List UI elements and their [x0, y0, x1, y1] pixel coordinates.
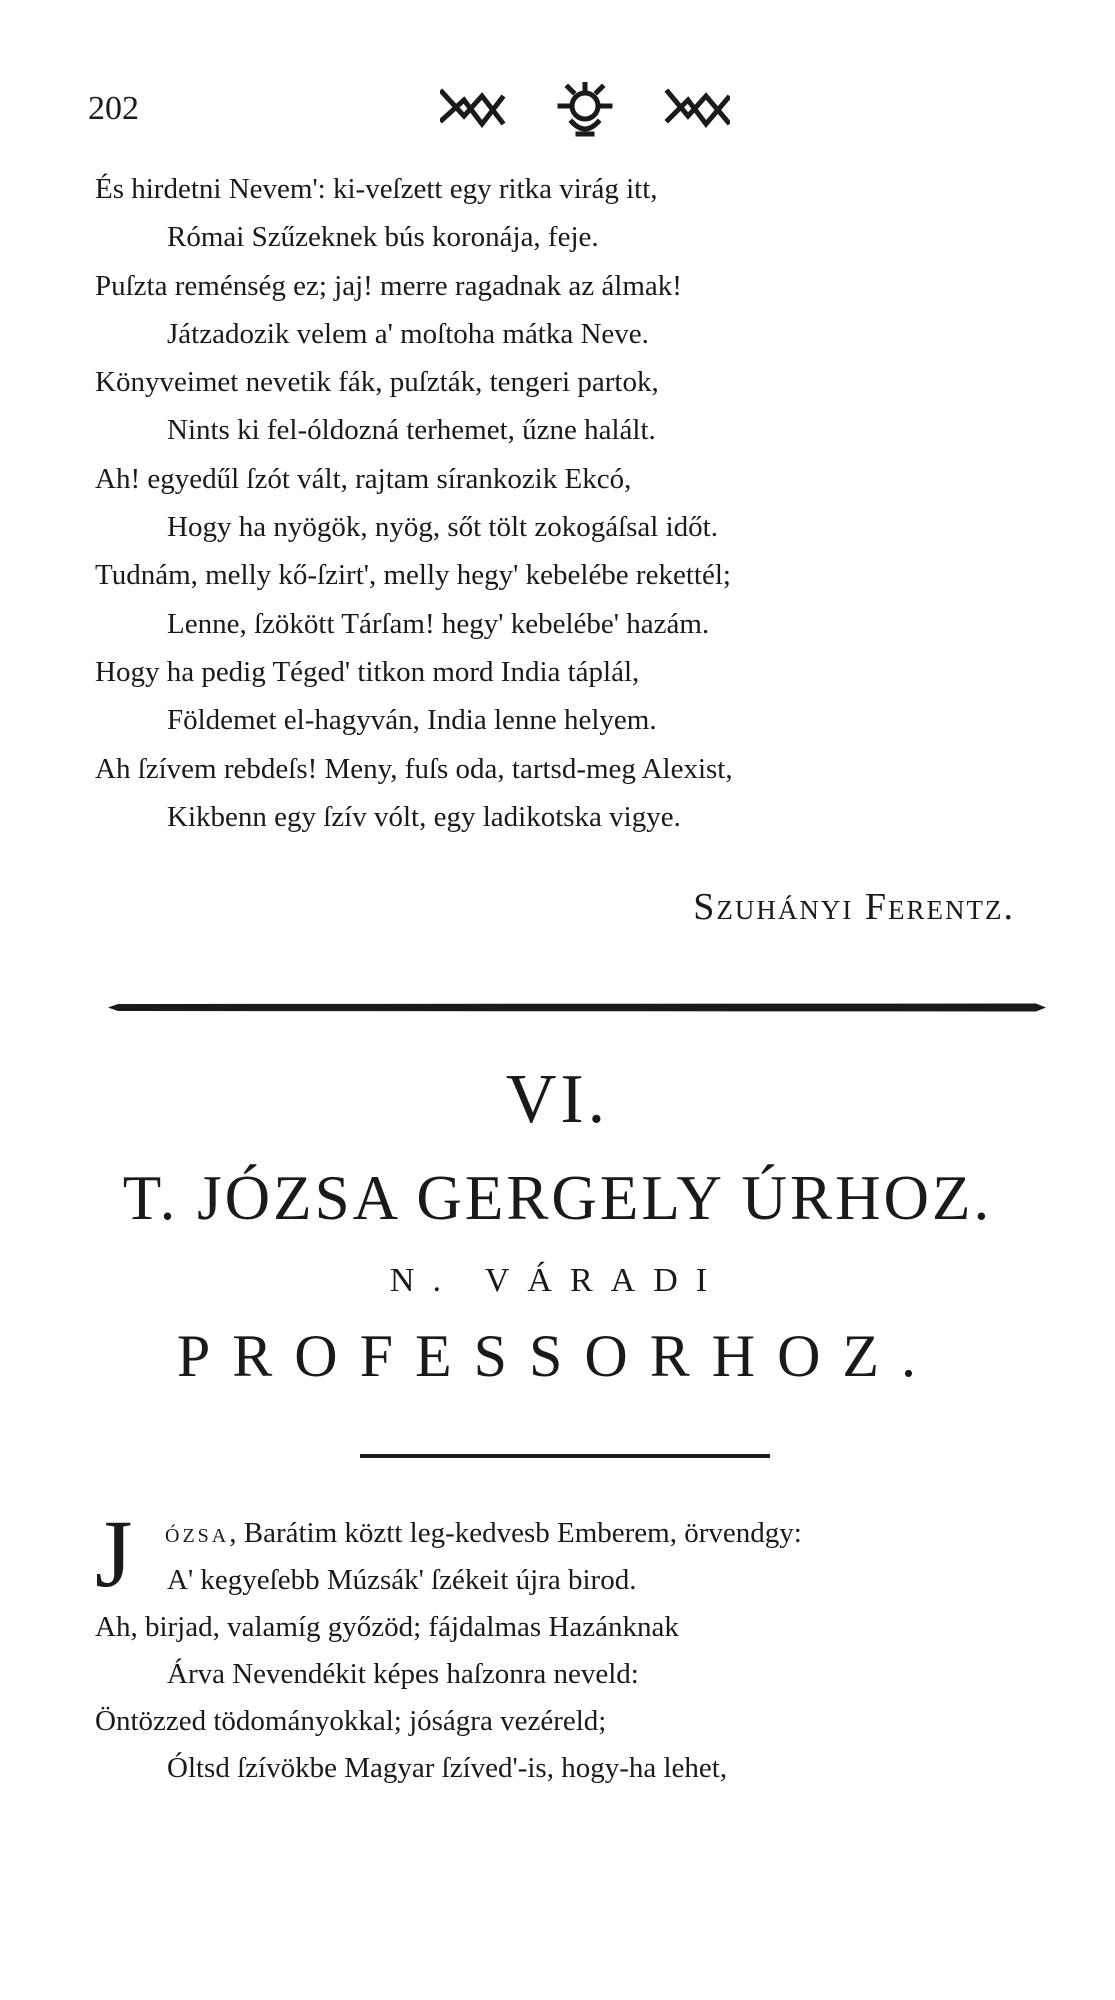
- section-number: VI.: [505, 1061, 610, 1138]
- verse-line: Ah, birjad, valamíg győzöd; fájdalmas Hazánknak: [95, 1611, 679, 1643]
- first-line-rest: , Barátim köztt leg-kedvesb Emberem, örvendgy:: [229, 1517, 802, 1549]
- verse-line: Könyveimet nevetik fák, puſzták, tengeri partok,: [95, 366, 659, 399]
- verse-line: Öntözzed tödományokkal; jóságra vezéreld;: [95, 1705, 607, 1737]
- drop-cap: J: [95, 1500, 133, 1607]
- verse-line: Római Szűzeknek bús koronája, feje.: [167, 221, 599, 254]
- verse-line: Ah ſzívem rebdeſs! Meny, fuſs oda, tartsd-meg Alexist,: [95, 752, 733, 785]
- verse-line: Óltsd ſzívökbe Magyar ſzíved'-is, hogy-ha lehet,: [167, 1752, 728, 1784]
- verse-line: Kikbenn egy ſzív vólt, egy ladikotska vigye.: [167, 800, 681, 833]
- verse-line: Játzadozik velem a' moſtoha mátka Neve.: [167, 317, 649, 350]
- author-signature: Szuhányi Ferentz.: [693, 886, 1015, 928]
- verse-line: A' kegyeſebb Múzsák' ſzékeit újra birod.: [167, 1564, 637, 1596]
- poem-subtitle: N. VÁRADI: [389, 1262, 726, 1299]
- verse-line: Földemet el-hagyván, India lenne helyem.: [167, 704, 657, 737]
- poem-body: [95, 1500, 1075, 1792]
- verse-line: Puſzta reménség ez; jaj! merre ragadnak az álmak!: [95, 269, 682, 302]
- first-word: ózsa: [165, 1517, 230, 1549]
- header-ornament-icon: [440, 82, 730, 138]
- verse-block: [95, 165, 1075, 841]
- title-divider: [360, 1454, 770, 1458]
- verse-line: Lenne, ſzökött Tárſam! hegy' kebelébe' hazám.: [167, 607, 710, 640]
- section-divider: [108, 1003, 1046, 1012]
- verse-line: Nints ki fel-óldozná terhemet, űzne halált.: [167, 414, 656, 447]
- verse-line: Ah! egyedűl ſzót vált, rajtam sírankozik Ekcó,: [95, 462, 632, 495]
- verse-line: Árva Nevendékit képes haſzonra neveld:: [167, 1658, 639, 1690]
- poem-title: T. JÓZSA GERGELY ÚRHOZ.: [122, 1163, 993, 1233]
- verse-line: Tudnám, melly kő-ſzirt', melly hegy' kebelébe rekettél;: [95, 559, 731, 592]
- verse-line: Hogy ha nyögök, nyög, sőt tölt zokogáſsal időt.: [167, 511, 718, 544]
- page-number: 202: [88, 90, 139, 127]
- verse-line: Hogy ha pedig Téged' titkon mord India táplál,: [95, 655, 640, 688]
- verse-line: És hirdetni Nevem': ki-veſzett egy ritka virág itt,: [95, 173, 658, 205]
- poem-subtitle-2: PROFESSORHOZ.: [176, 1323, 939, 1389]
